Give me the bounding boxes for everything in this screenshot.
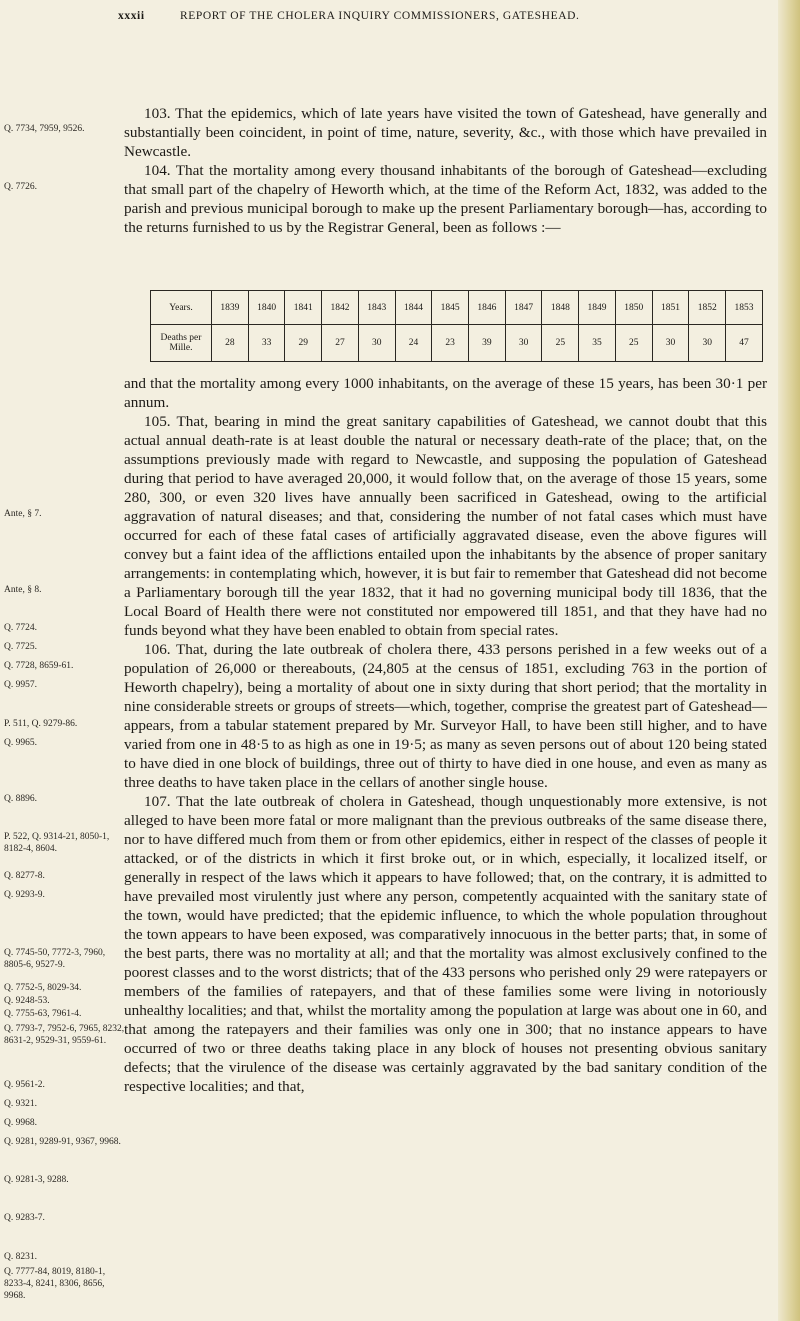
paragraph-104: 104. That the mortality among every thousand inhabitants of the borough of Gateshead—excluding that small part of the chapelry of Heworth which, at the time of the Reform Act, 1832, was added to the parish and previous municipal borough to make up the present Parliamentary borough—has, according to the returns furnished to us by the Registrar General, been as follows :— bbox=[124, 162, 767, 236]
year-cell: 1841 bbox=[285, 291, 322, 325]
years-row bbox=[151, 291, 763, 325]
year-cell: 1852 bbox=[689, 291, 726, 325]
deaths-cell: 39 bbox=[469, 325, 506, 362]
deaths-cell: 24 bbox=[395, 325, 432, 362]
deaths-cell: 47 bbox=[726, 325, 763, 362]
deaths-label: Deaths per Mille. bbox=[151, 325, 212, 362]
margin-note: Q. 7793-7, 7952-6, 7965, 8232, 8631-2, 9529-31, 9559-61. bbox=[4, 1024, 125, 1046]
running-title: REPORT OF THE CHOLERA INQUIRY COMMISSIONERS, GATESHEAD. bbox=[180, 10, 580, 22]
margin-note: Q. 8277-8. bbox=[4, 871, 45, 881]
body-lower bbox=[124, 374, 767, 1096]
deaths-cell: 30 bbox=[505, 325, 542, 362]
deaths-cell: 30 bbox=[689, 325, 726, 362]
year-cell: 1842 bbox=[322, 291, 359, 325]
year-cell: 1840 bbox=[248, 291, 285, 325]
year-cell: 1844 bbox=[395, 291, 432, 325]
years-label: Years. bbox=[151, 291, 212, 325]
margin-note: Q. 9293-9. bbox=[4, 890, 45, 900]
year-cell: 1839 bbox=[212, 291, 249, 325]
deaths-cell: 30 bbox=[358, 325, 395, 362]
mortality-table bbox=[150, 290, 763, 362]
margin-note: Q. 8231. bbox=[4, 1252, 37, 1262]
margin-note: Q. 9321. bbox=[4, 1099, 37, 1109]
year-cell: 1850 bbox=[615, 291, 652, 325]
year-cell: 1846 bbox=[469, 291, 506, 325]
margin-note: Q. 9281, 9289-91, 9367, 9968. bbox=[4, 1137, 121, 1147]
margin-note: Q. 9283-7. bbox=[4, 1213, 45, 1223]
body-upper bbox=[124, 104, 767, 237]
margin-note: Q. 7755-63, 7961-4. bbox=[4, 1009, 82, 1019]
margin-note: Q. 7725. bbox=[4, 642, 37, 652]
average-statement: and that the mortality among every 1000 inhabitants, on the average of these 15 years, has been 30·1 per annum. bbox=[124, 375, 767, 411]
deaths-row bbox=[151, 325, 763, 362]
deaths-cell: 23 bbox=[432, 325, 469, 362]
margin-note: Q. 8896. bbox=[4, 794, 37, 804]
margin-note: Q. 9248-53. bbox=[4, 996, 50, 1006]
year-cell: 1848 bbox=[542, 291, 579, 325]
paragraph-107: 107. That the late outbreak of cholera in Gateshead, though unquestionably more extensive, is not alleged to have been more fatal or more malignant than the previous outbreaks of the same disease there, nor to have differed much from them or from other epidemics, either in respect of the classes of people it attacked, or of the districts in which it first broke out, or in which, especially, it localized itself, or generally in respect of the laws which it appears to have followed; that, on the contrary, it is admitted to have prevailed most virulently just where any person, competently acquainted with the sanitary state of the town, would have predicted; that the epidemic influence, to which the whole population throughout the town appears to have been exposed, was comparatively innocuous in the better parts; that, in some of the best parts, there was no mortality at all; and that the mortality was almost exclusively confined to the poorest classes and to the worst districts; that of the 433 persons who perished only 29 were ratepayers or members of the families of ratepayers, and that of these families some were living in notoriously unhealthy localities; and that, whilst the mortality among the population at large was about one in 60, and that among the ratepayers and their families was only one in 300; that no instance appears to have occurred of two or three deaths taking place in any block of houses not presenting obvious sanitary defects; that the virulence of the disease was certainly aggravated by the bad sanitary condition of the respective localities; and that, bbox=[124, 793, 767, 1095]
margin-note: Q. 7752-5, 8029-34. bbox=[4, 983, 82, 993]
margin-note: Q. 7728, 8659-61. bbox=[4, 661, 74, 671]
margin-note: P. 511, Q. 9279-86. bbox=[4, 719, 78, 729]
margin-note: Q. 7726. bbox=[4, 182, 37, 192]
year-cell: 1853 bbox=[726, 291, 763, 325]
year-cell: 1843 bbox=[358, 291, 395, 325]
deaths-cell: 25 bbox=[542, 325, 579, 362]
deaths-cell: 33 bbox=[248, 325, 285, 362]
deaths-cell: 30 bbox=[652, 325, 689, 362]
page-number: xxxii bbox=[118, 10, 145, 22]
deaths-cell: 28 bbox=[212, 325, 249, 362]
year-cell: 1845 bbox=[432, 291, 469, 325]
deaths-cell: 35 bbox=[579, 325, 616, 362]
margin-note: Ante, § 7. bbox=[4, 509, 42, 519]
margin-note: Q. 9561-2. bbox=[4, 1080, 45, 1090]
margin-note: Q. 7724. bbox=[4, 623, 37, 633]
paragraph-106: 106. That, during the late outbreak of cholera there, 433 persons perished in a few weeks out of a population of 26,000 or thereabouts, (24,805 at the census of 1851, excluding 763 in the portion of Heworth chapelry), being a mortality of about one in sixty during that short period; that the mortality in nine considerable streets or groups of streets—which, together, comprise the greatest part of Gateshead—appears, from a tabular statement prepared by Mr. Surveyor Hall, to have been still higher, and to have varied from one in 48·5 to as high as one in 19·5; as many as seven persons out of about 120 being stated to have died in one block of buildings, three out of thirty to have died in one house, and even as many as three deaths to have taken place in the cellars of another single house. bbox=[124, 641, 767, 791]
margin-note: Q. 7745-50, 7772-3, 7960, 8805-6, 9527-9. bbox=[4, 948, 106, 970]
margin-note: Q. 7734, 7959, 9526. bbox=[4, 124, 85, 134]
year-cell: 1851 bbox=[652, 291, 689, 325]
year-cell: 1849 bbox=[579, 291, 616, 325]
margin-note: Q. 9281-3, 9288. bbox=[4, 1175, 69, 1185]
deaths-cell: 27 bbox=[322, 325, 359, 362]
page-edge bbox=[778, 0, 800, 1321]
margin-note: Ante, § 8. bbox=[4, 585, 42, 595]
running-header bbox=[0, 8, 800, 30]
margin-note: Q. 9968. bbox=[4, 1118, 37, 1128]
margin-note: Q. 9957. bbox=[4, 680, 37, 690]
paragraph-103: 103. That the epidemics, which of late years have visited the town of Gateshead, have generally and substantially been coincident, in point of time, nature, severity, &c., with those which have prevailed in Newcastle. bbox=[124, 105, 767, 160]
deaths-cell: 29 bbox=[285, 325, 322, 362]
margin-note: Q. 9965. bbox=[4, 738, 37, 748]
margin-note: Q. 7777-84, 8019, 8180-1, 8233-4, 8241, 8306, 8656, 9968. bbox=[4, 1267, 106, 1301]
paragraph-105: 105. That, bearing in mind the great sanitary capabilities of Gateshead, we cannot doubt that this actual annual death-rate is at least double the natural or necessary death-rate of the place; that, on the assumptions previously made with regard to Newcastle, and supposing the population of Gateshead during that period to have averaged 20,000, it would follow that, on the average of those 15 years, some 280, 300, or even 320 lives have annually been sacrificed in Gateshead, owing to the artificial aggravation of natural diseases; and that, considering the number of not fatal cases which must have occurred for each of these fatal cases of artificially aggravated disease, even the above figures will convey but a faint idea of the afflictions entailed upon the inhabitants by the absence of proper sanitary arrangements: in contemplating which, however, it is but fair to remember that Gateshead did not become a Parliamentary borough till the year 1832, that it had no governing municipal body till 1836, that the Local Board of Health there were not constituted nor empowered till 1851, and that they have had no funds beyond what they have been enabled to obtain from special rates. bbox=[124, 413, 767, 639]
margin-note: P. 522, Q. 9314-21, 8050-1, 8182-4, 8604. bbox=[4, 832, 110, 854]
deaths-cell: 25 bbox=[615, 325, 652, 362]
year-cell: 1847 bbox=[505, 291, 542, 325]
